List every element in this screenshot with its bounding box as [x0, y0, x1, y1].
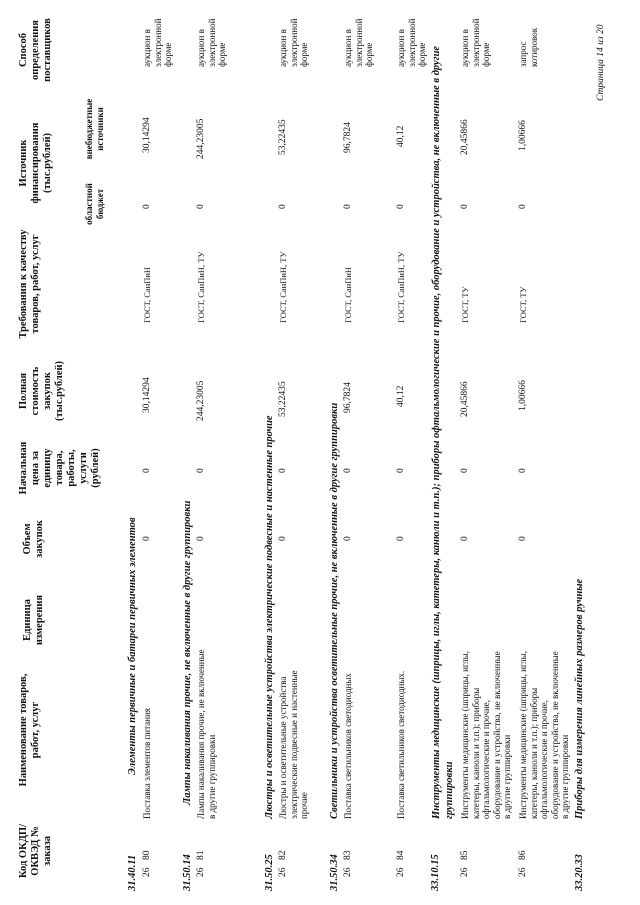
row-price: 0: [396, 468, 406, 473]
section-code: 31.50.25: [264, 854, 275, 891]
row-volume: 0: [396, 536, 406, 541]
section-code: 31.50.34: [329, 854, 340, 891]
row-method: аукцион в электронной форме: [343, 18, 374, 67]
row-volume: 0: [142, 536, 152, 541]
row-name: Лампы накаливания прочие, не включенные в другие группировки: [196, 649, 217, 819]
row-name: Инструменты медицинские (шприцы, иглы, катетеры, канюли и т.п.); приборы офтальмологические и прочие, оборудование и устройства, не включенные в другие группировки: [518, 651, 570, 819]
section-title: Люстры и осветительные устройства электрические подвесные и настенные прочие: [264, 415, 275, 819]
row-total: 40,12: [396, 385, 406, 407]
row-volume: 0: [518, 536, 528, 541]
row-volume: 0: [278, 536, 288, 541]
row-extra: 53,22435: [278, 119, 288, 155]
row-price: 0: [142, 468, 152, 473]
row-total: 30,14294: [142, 377, 152, 413]
row-extra: 96,7824: [343, 122, 353, 153]
row-order: 84: [396, 850, 406, 860]
section-title: Светильники и устройства осветительные прочие, не включенные в другие группировки: [329, 402, 340, 819]
row-requirements: ГОСТ, СанПиН, ТУ: [196, 251, 206, 323]
header-price: Начальная цена за единицу товара, работы, услуги (рублей): [18, 441, 101, 495]
row-requirements: ГОСТ, СанПиН: [343, 266, 353, 323]
section-title: Приборы для измерения линейных размеров ручные: [574, 578, 585, 819]
row-requirements: ГОСТ, ТУ: [460, 286, 470, 323]
row-regional: 0: [343, 204, 353, 209]
section-code: 33.20.33: [574, 854, 585, 891]
row-price: 0: [278, 468, 288, 473]
row-number: 26: [343, 867, 353, 877]
header-method: Способ определения поставщиков: [18, 18, 53, 82]
header-volume: Объем закупок: [22, 520, 45, 558]
header-requirements: Требования к качеству товаров, работ, услуг: [18, 229, 41, 339]
row-method: аукцион в электронной форме: [278, 18, 309, 67]
section-code: 31.50.14: [182, 854, 193, 891]
row-total: 1,00666: [518, 380, 528, 411]
row-number: 26: [518, 867, 528, 877]
row-total: 96,7824: [343, 382, 353, 413]
header-extra: внебюджетные источники: [84, 98, 105, 160]
row-requirements: ГОСТ, СанПиН, ТУ: [396, 251, 406, 323]
section-title: Лампы накаливания прочие, не включенные в другие группировки: [182, 500, 193, 805]
header-name: Наименование товаров, работ, услуг: [18, 673, 41, 787]
row-name: Люстры и осветительные устройства электрические подвесные и настенные прочие: [278, 670, 309, 819]
row-number: 26: [196, 867, 206, 877]
row-volume: 0: [343, 536, 353, 541]
header-regional: областной бюджет: [84, 183, 105, 225]
section-title: Элементы первичные и батареи первичных элементов: [127, 517, 138, 775]
header-code: Код ОКДП/ ОКВЭД № заказа: [18, 823, 53, 879]
row-order: 80: [142, 850, 152, 860]
row-method: аукцион в электронной форме: [460, 18, 491, 67]
row-name: Поставка элементов питания: [142, 708, 152, 819]
row-requirements: ГОСТ, СанПиН: [142, 266, 152, 323]
row-order: 81: [196, 850, 206, 860]
row-regional: 0: [460, 204, 470, 209]
row-total: 244,23005: [196, 380, 206, 421]
header-unit: Единица измерения: [22, 594, 45, 646]
row-requirements: ГОСТ, СанПиН, ТУ: [278, 251, 288, 323]
row-volume: 0: [196, 536, 206, 541]
row-name: Инструменты медицинские (шприцы, иглы, катетеры, канюли и т.п.); приборы офтальмологические и прочие, оборудование и устройства, не включенные в другие группировки: [460, 651, 512, 819]
row-extra: 244,23005: [196, 118, 206, 159]
row-requirements: ГОСТ, ТУ: [518, 286, 528, 323]
row-order: 82: [278, 850, 288, 860]
row-regional: 0: [142, 204, 152, 209]
page-number: Страница 14 из 20: [596, 24, 606, 101]
header-total: Полная стоимость закупок (тыс.рублей): [18, 360, 65, 422]
row-extra: 40,12: [396, 125, 406, 147]
section-code: 33.10.15: [430, 854, 441, 891]
row-total: 53,22435: [278, 381, 288, 417]
row-price: 0: [518, 468, 528, 473]
row-volume: 0: [460, 536, 470, 541]
row-total: 20,45866: [460, 381, 470, 417]
row-price: 0: [196, 468, 206, 473]
row-price: 0: [343, 468, 353, 473]
row-regional: 0: [278, 204, 288, 209]
row-method: аукцион в электронной форме: [396, 18, 427, 67]
row-extra: 20,45866: [460, 119, 470, 155]
row-order: 86: [518, 850, 528, 860]
row-method: аукцион в электронной форме: [142, 18, 173, 67]
row-regional: 0: [518, 204, 528, 209]
row-regional: 0: [396, 204, 406, 209]
row-extra: 1,00666: [518, 120, 528, 151]
row-name: Поставка светильников светодиодных.: [396, 670, 406, 819]
row-extra: 30,14294: [142, 117, 152, 153]
row-price: 0: [460, 468, 470, 473]
row-order: 83: [343, 850, 353, 860]
row-number: 26: [142, 867, 152, 877]
header-funding: Источник финансирования (тыс.рублей): [18, 122, 53, 204]
row-method: запрос котировок: [518, 27, 539, 67]
row-name: Поставка светильников светодиодных: [343, 673, 353, 819]
row-method: аукцион в электронной форме: [196, 18, 227, 67]
row-regional: 0: [196, 204, 206, 209]
row-number: 26: [396, 867, 406, 877]
row-number: 26: [460, 867, 470, 877]
section-title: Инструменты медицинские (шприцы, иглы, катетеры, канюли и т.п.); приборы офтальмологические и прочие, оборудование и устройства, не включенные в другие группировки: [431, 45, 455, 819]
row-order: 85: [460, 850, 470, 860]
row-number: 26: [278, 867, 288, 877]
section-code: 31.40.11: [127, 854, 138, 891]
